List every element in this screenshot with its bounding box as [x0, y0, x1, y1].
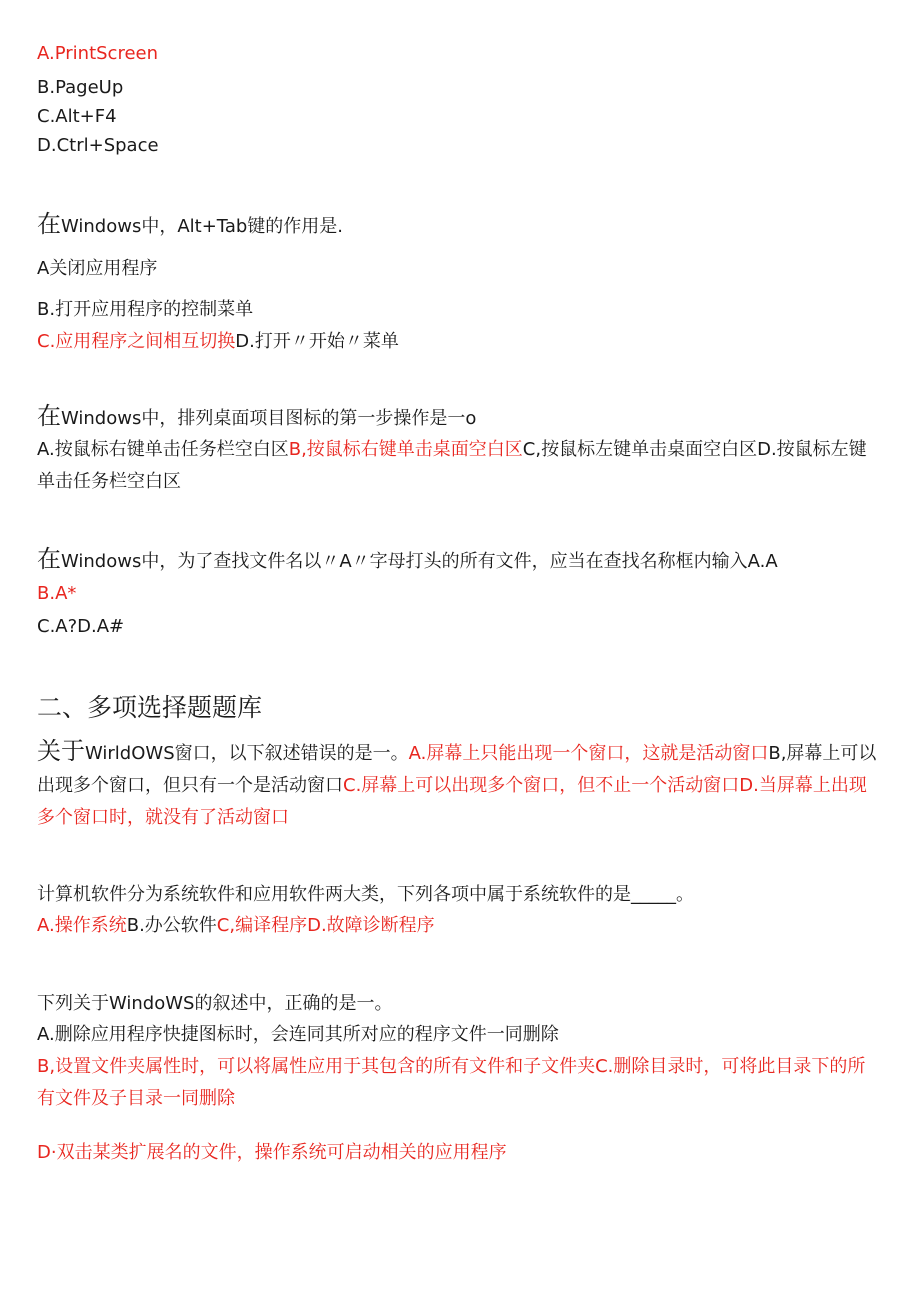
- q6-option-a: A.操作系统: [37, 915, 127, 936]
- q3-stem-lead: 在: [37, 402, 61, 430]
- q5-option-b: B,屏幕上可以出现多个窗口，但只有一个是活动窗口: [37, 743, 877, 796]
- q6-option-b: B.办公软件: [126, 915, 217, 936]
- q5-option-a: A.屏幕上只能出现一个窗口，这就是活动窗口: [408, 743, 769, 764]
- q4-option-b: B.A*: [37, 583, 77, 604]
- q3-options: [37, 434, 877, 498]
- q4-stem-lead: 在: [37, 545, 61, 573]
- q4-stem-text: Windows中，为了查找文件名以〃A〃字母打头的所有文件，应当在查找名称框内输入A.A: [61, 551, 778, 572]
- q2-options-cd: [37, 331, 399, 353]
- q6-options: [37, 915, 435, 937]
- q6-stem: 计算机软件分为系统软件和应用软件两大类，下列各项中属于系统软件的是_____。: [37, 884, 694, 905]
- q3-stem: [37, 402, 477, 430]
- q1-option-b: B.PageUp: [37, 77, 124, 98]
- q4-option-cd: C.A?D.A#: [37, 616, 125, 637]
- q7-option-a: A.删除应用程序快捷图标时，会连同其所对应的程序文件一同删除: [37, 1024, 559, 1045]
- q7-option-d: D·双击某类扩展名的文件，操作系统可启动相关的应用程序: [37, 1142, 507, 1163]
- q6-option-cd: C,编译程序D.故障诊断程序: [216, 915, 435, 936]
- q5-option-cd: C.屏幕上可以出现多个窗口，但不止一个活动窗口D.当屏幕上出现多个窗口时，就没有了活动窗口: [37, 775, 867, 828]
- q5-block: [37, 735, 877, 834]
- q2-stem: [37, 210, 343, 238]
- q4-stem: [37, 545, 778, 573]
- q3-stem-text: Windows中，排列桌面项目图标的第一步操作是一o: [61, 408, 477, 429]
- q2-option-a: A关闭应用程序: [37, 258, 158, 279]
- q1-option-d: D.Ctrl+Space: [37, 135, 159, 156]
- q1-option-c: C.Alt+F4: [37, 106, 117, 127]
- q2-option-d: D.打开〃开始〃菜单: [235, 331, 399, 352]
- q5-stem-lead: 关于: [37, 737, 85, 765]
- q3-option-cd: C,按鼠标左键单击桌面空白区D.按鼠标左键单击任务栏空白区: [37, 439, 867, 492]
- q7-stem: 下列关于WindoWS的叙述中，正确的是一。: [37, 993, 393, 1014]
- q7-option-bc: B,设置文件夹属性时，可以将属性应用于其包含的所有文件和子文件夹C.删除目录时，可将此目录下的所有文件及子目录一同删除: [37, 1056, 866, 1109]
- q2-stem-text: Windows中，Alt+Tab键的作用是.: [61, 216, 343, 237]
- section-title: 二、多项选择题题库: [37, 693, 263, 722]
- q3-option-a: A.按鼠标右键单击任务栏空白区: [37, 439, 289, 460]
- q2-option-b: B.打开应用程序的控制菜单: [37, 299, 254, 320]
- q3-option-b: B,按鼠标右键单击桌面空白区: [288, 439, 523, 460]
- q2-option-c: C.应用程序之间相互切换: [37, 331, 236, 352]
- q1-option-a: A.PrintScreen: [37, 43, 159, 64]
- q2-stem-lead: 在: [37, 210, 61, 238]
- q5-stem-text: WirldOWS窗口，以下叙述错误的是一。: [85, 743, 409, 764]
